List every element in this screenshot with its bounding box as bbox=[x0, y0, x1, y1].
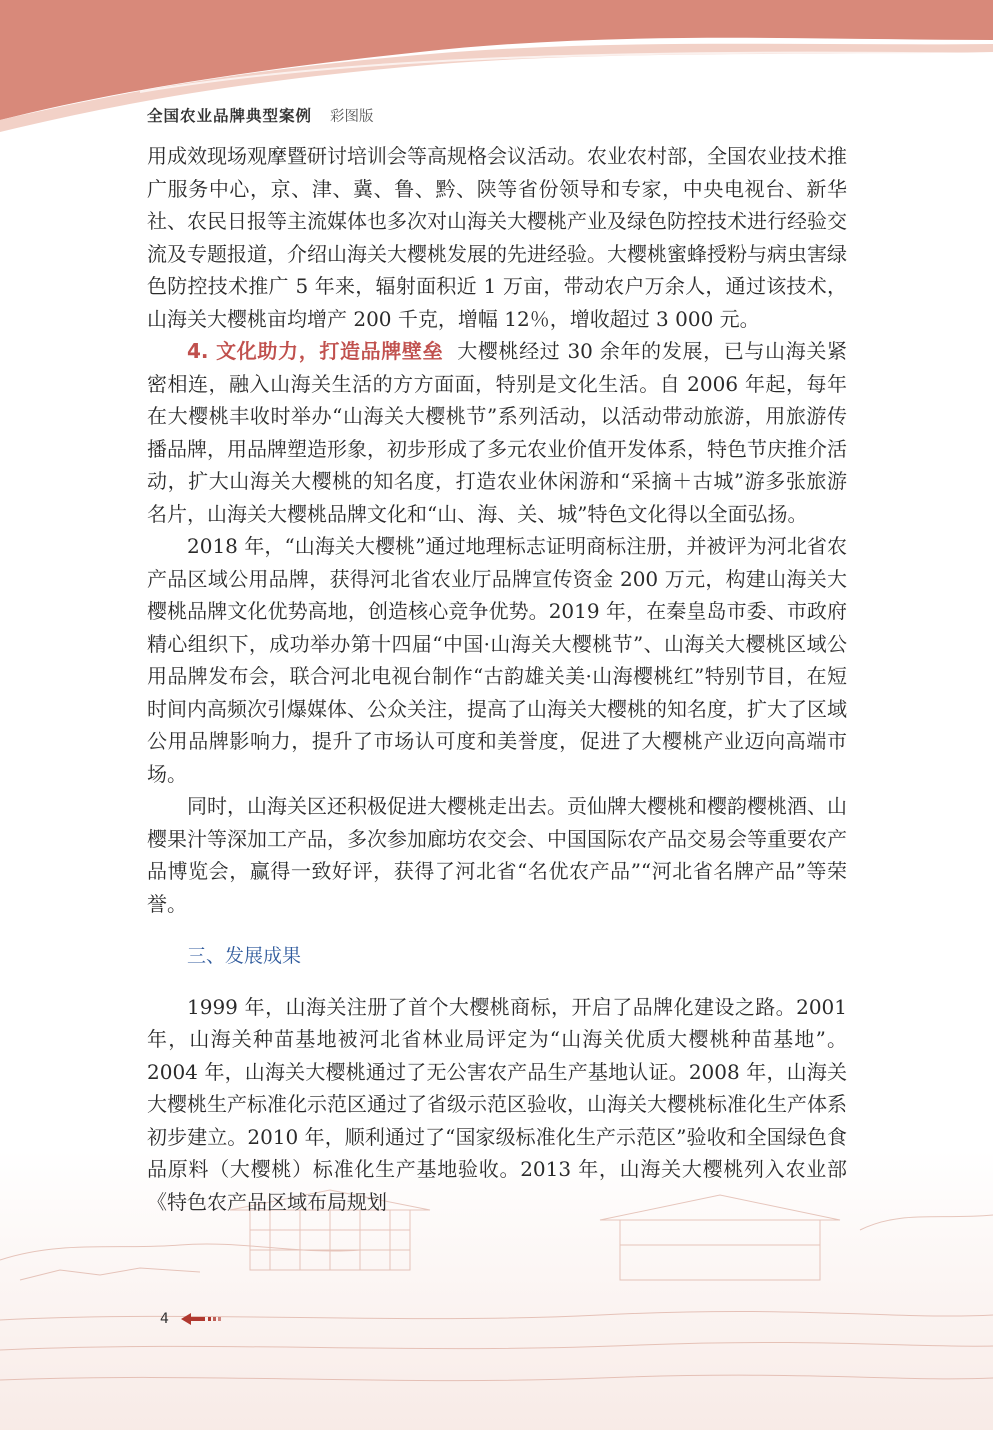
paragraph: 1999 年，山海关注册了首个大樱桃商标，开启了品牌化建设之路。2001 年，山海关种苗基地被河北省林业局评定为“山海关优质大樱桃种苗基地”。2004 年，山海关大樱桃通过了无公害农产品生产基地认证。2008 年，山海关大樱桃生产标准化示范区通过了省级示范区验收，山海关大樱桃标准化生产体系初步建立。2010 年，顺利通过了“国家级标准化生产示范区”验收和全国绿色食品原料（大樱桃）标准化生产基地验收。2013 年，山海关大樱桃列入农业部《特色农产品区域布局规划 bbox=[147, 994, 847, 1214]
paragraph: 用成效现场观摩暨研讨培训会等高规格会议活动。农业农村部，全国农业技术推广服务中心，京、津、冀、鲁、黔、陕等省份领导和专家，中央电视台、新华社、农民日报等主流媒体也多次对山海关大樱桃产业及绿色防控技术进行经验交流及专题报道，介绍山海关大樱桃发展的先进经验。大樱桃蜜蜂授粉与病虫害绿色防控技术推广 5 年来，辐射面积近 1 万亩，带动农户万余人，通过该技术，山海关大樱桃亩均增产 200 千克，增幅 12％，增收超过 3 000 元。 bbox=[147, 144, 847, 331]
section-heading: 三、发展成果 bbox=[187, 945, 302, 967]
paragraph: 2018 年，“山海关大樱桃”通过地理标志证明商标注册，并被评为河北省农产品区域公用品牌，获得河北省农业厅品牌宣传资金 200 万元，构建山海关大樱桃品牌文化优势高地，创造核心竞争优势。2019 年，在秦皇岛市委、市政府精心组织下，成功举办第十四届“中国·山海关大樱桃节”、山海关大樱桃区域公用品牌发布会，联合河北电视台制作“古韵雄关美·山海樱桃红”特别节目，在短时间内高频次引爆媒体、公众关注，提高了山海关大樱桃的知名度，扩大了区域公用品牌影响力，提升了市场认可度和美誉度，促进了大樱桃产业迈向高端市场。 bbox=[147, 534, 847, 786]
page-number: 4 bbox=[160, 1311, 169, 1327]
back-arrow-icon bbox=[181, 1312, 225, 1326]
paragraph bbox=[147, 335, 847, 530]
edition-label: 彩图版 bbox=[330, 109, 374, 125]
series-title: 全国农业品牌典型案例 bbox=[147, 107, 313, 125]
paragraph: 同时，山海关区还积极促进大樱桃走出去。贡仙牌大樱桃和樱韵樱桃酒、山樱果汁等深加工产品，多次参加廊坊农交会、中国国际农产品交易会等重要农产品博览会，赢得一致好评，获得了河北省“名优农产品”“河北省名牌产品”等荣誉。 bbox=[147, 794, 847, 916]
paragraph-text: 大樱桃经过 30 余年的发展，已与山海关紧密相连，融入山海关生活的方方面面，特别是文化生活。自 2006 年起，每年在大樱桃丰收时举办“山海关大樱桃节”系列活动，以活动带动旅游，用旅游传播品牌，用品牌塑造形象，初步形成了多元农业价值开发体系，特色节庆推介活动，扩大山海关大樱桃的知名度，打造农业休闲游和“采摘＋古城”游多张旅游名片，山海关大樱桃品牌文化和“山、海、关、城”特色文化得以全面弘扬。 bbox=[147, 339, 847, 526]
page-footer bbox=[160, 1311, 225, 1327]
article-body bbox=[147, 140, 847, 1218]
subheading-lead: 4. 文化助力，打造品牌壁垒 bbox=[187, 339, 444, 363]
running-header bbox=[147, 104, 374, 126]
